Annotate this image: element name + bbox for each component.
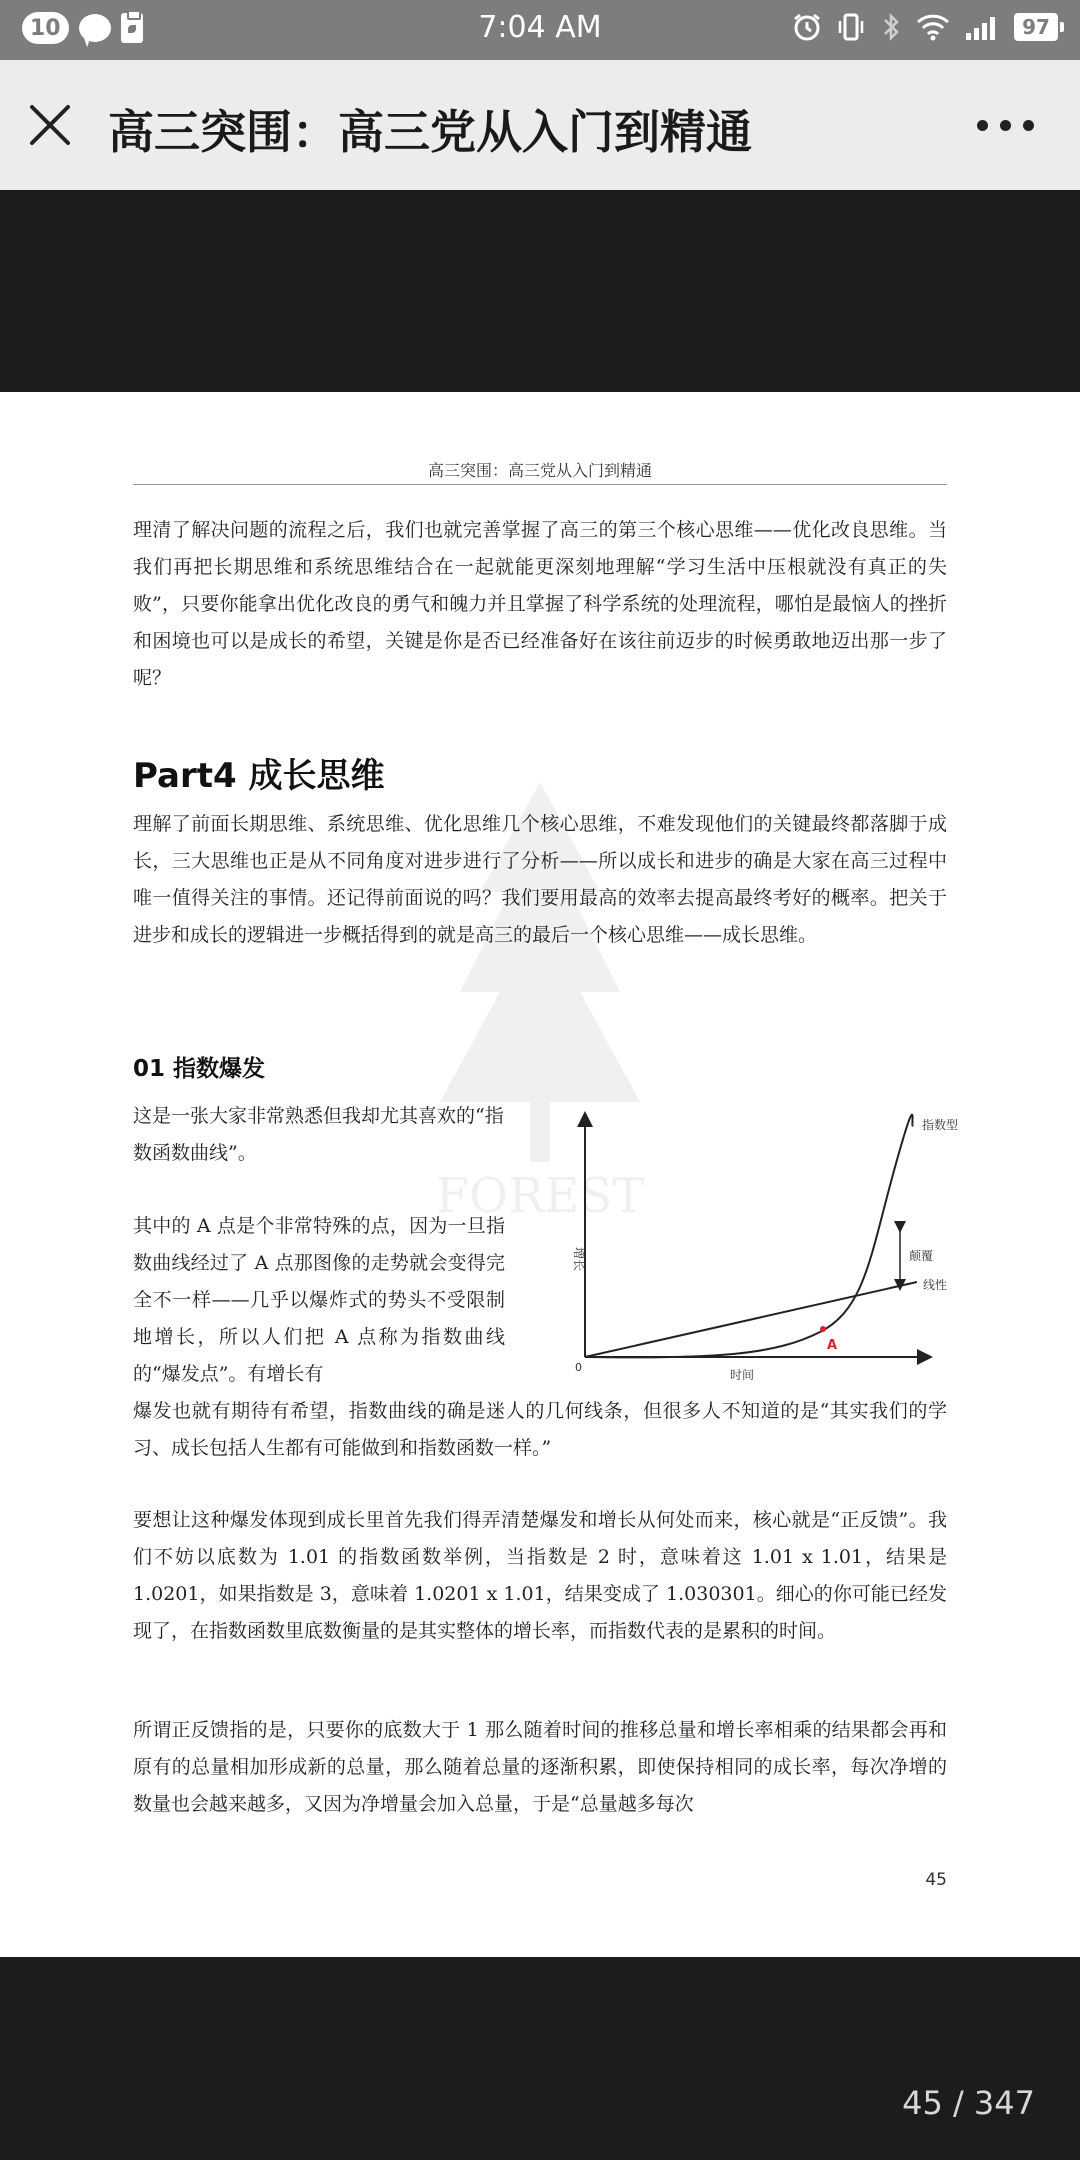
intro-paragraph: 理清了解决问题的流程之后，我们也就完善掌握了高三的第三个核心思维——优化改良思维。当我们再把长期思维和系统思维结合在一起就能更深刻地理解“学习生活中压根就没有真正的失败”，只要你能拿出优化改良的勇气和魄力并且掌握了科学系统的处理流程，哪怕是最恼人的挫折和困境也可以是成长的希望，关键是你是否已经准备好在该往前迈步的时候勇敢地迈出那一步了呢？ <box>133 519 947 689</box>
document-page[interactable] <box>0 392 1080 1957</box>
continued-paragraph: 爆发也就有期待有希望，指数曲线的确是迷人的几何线条，但很多人不知道的是“其实我们的学习、成长包括人生都有可能做到和指数函数一样。” <box>133 1400 947 1459</box>
more-icon-dot <box>1023 120 1034 131</box>
battery-icon: 97 <box>1014 13 1058 41</box>
close-button[interactable] <box>22 97 78 153</box>
x-axis-label: 时间 <box>730 1368 755 1382</box>
more-button[interactable] <box>970 112 1040 138</box>
reader-header <box>0 60 1080 190</box>
paragraph-positive-feedback: 要想让这种爆发体现到成长里首先我们得弄清楚爆发和增长从何处而来，核心就是“正反馈”。我们不妨以底数为 1.01 的指数函数举例，当指数是 2 时，意味着这 1.01 x 1.01，结果是 1.0201，如果指数是 3，意味着 1.0201 x 1.01，结果变成了 1.030301。细心的你可能已经发现了，在指数函数里底数衡量的是其实整体的增长率，而指数代表的是累积的时间。 <box>133 1509 947 1642</box>
page-number: 45 <box>925 1870 947 1890</box>
running-head: 高三突围：高三党从入门到精通 <box>427 461 652 480</box>
y-axis-label: 增长 <box>572 1247 586 1272</box>
page-title: 高三突围：高三党从入门到精通 <box>108 105 752 159</box>
origin-label: 0 <box>575 1361 582 1374</box>
series-line-exponential <box>585 1115 913 1358</box>
wifi-icon <box>916 13 950 41</box>
page-counter: 45 / 347 <box>902 2084 1035 2122</box>
more-icon <box>977 120 988 131</box>
side-paragraph-1: 这是一张大家非常熟悉但我却尤其喜欢的“指数函数曲线”。 <box>133 1105 504 1164</box>
alarm-icon <box>792 12 822 42</box>
status-time: 7:04 AM <box>478 10 602 45</box>
legend-exponential: 指数型 <box>922 1118 959 1132</box>
vibrate-icon <box>836 12 866 42</box>
section-heading: 01 指数爆发 <box>133 1056 266 1082</box>
header-rule <box>133 484 947 485</box>
more-icon-dot <box>1000 120 1011 131</box>
series-line-linear <box>585 1282 917 1357</box>
watermark-text: FOREST <box>435 1168 645 1224</box>
annotation-disruption: 颠覆 <box>909 1249 934 1263</box>
bluetooth-icon <box>880 12 902 42</box>
close-icon <box>22 97 78 153</box>
status-bar <box>0 0 1080 60</box>
point-a <box>820 1326 826 1332</box>
side-paragraph-2: 其中的 A 点是个非常特殊的点，因为一旦指数曲线经过了 A 点那图像的走势就会变得完全不一样——几乎以爆炸式的势头不受限制地增长，所以人们把 A 点称为指数曲线的“爆发点”。有增长有 <box>133 1215 505 1385</box>
part-heading: Part4 成长思维 <box>133 756 385 796</box>
exponential-chart <box>555 1107 975 1387</box>
paragraph-definition: 所谓正反馈指的是，只要你的底数大于 1 那么随着时间的推移总量和增长率相乘的结果都会再和原有的总量相加形成新的总量，那么随着总量的逐渐积累，即使保持相同的成长率，每次净增的数量也会越来越多，又因为净增量会加入总量，于是“总量越多每次 <box>133 1719 947 1815</box>
signal-icon <box>964 13 1000 41</box>
part-paragraph: 理解了前面长期思维、系统思维、优化思维几个核心思维，不难发现他们的关键最终都落脚于成长，三大思维也正是从不同角度对进步进行了分析——所以成长和进步的确是大家在高三过程中唯一值得关注的事情。还记得前面说的吗？我们要用最高的效率去提高最终考好的概率。把关于进步和成长的逻辑进一步概括得到的就是高三的最后一个核心思维——成长思维。 <box>133 813 947 946</box>
annotation-point-a: A <box>827 1338 838 1353</box>
legend-linear: 线性 <box>923 1278 948 1292</box>
notification-count-badge: 10 <box>22 12 69 44</box>
